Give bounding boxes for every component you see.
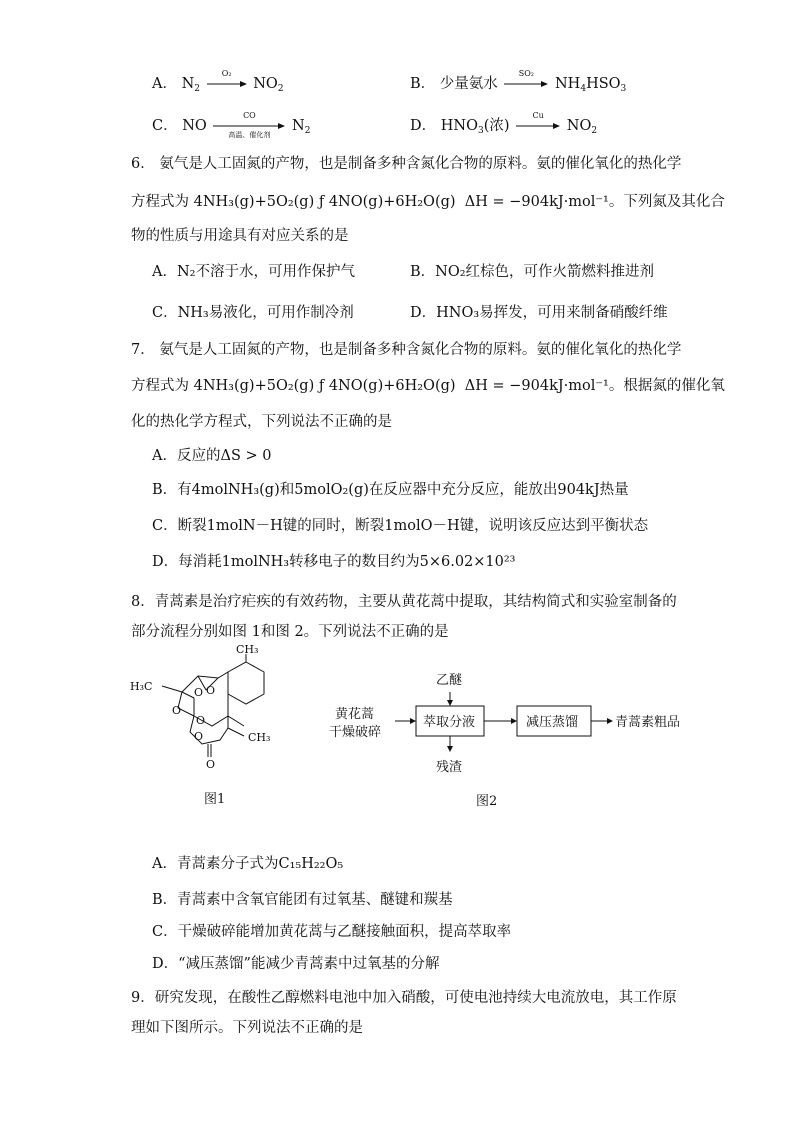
q6-option-d: D．HNO₃易挥发，可用来制备硝酸纤维 <box>410 305 668 321</box>
q6-option-c: C．NH₃易液化，可用作制冷剂 <box>152 305 354 321</box>
label-o3: O <box>172 704 182 717</box>
enthalpy-change: ΔH = −904kJ·mol⁻¹ <box>464 378 609 394</box>
q8-option-d: D．“减压蒸馏”能减少青蒿素中过氧基的分解 <box>152 956 440 972</box>
q9-line2: 理如下图所示。下列说法不正确的是 <box>131 1020 363 1036</box>
flow-top-reagent: 乙醚 <box>436 673 463 688</box>
label-ch3-top: CH₃ <box>236 644 259 656</box>
reaction-arrow: Cu <box>516 122 560 130</box>
extraction-flowchart <box>325 664 695 782</box>
q8-option-a: A．青蒿素分子式为C₁₅H₂₂O₅ <box>152 856 344 872</box>
q6-option-a: A．N₂不溶于水，可用作保护气 <box>152 264 355 280</box>
flow-box-distillation: 减压蒸馏 <box>526 715 579 730</box>
thermochemical-equation: 4NH₃(g)+5O₂(g) ƒ 4NO(g)+6H₂O(g) <box>193 194 456 210</box>
label-o1: O <box>194 686 204 699</box>
q6-line3: 物的性质与用途具有对应关系的是 <box>131 228 349 244</box>
q7-option-c: C．断裂1molN－H键的同时，断裂1molO－H键，说明该反应达到平衡状态 <box>152 518 649 534</box>
enthalpy-change: ΔH = −904kJ·mol⁻¹ <box>464 194 609 210</box>
flow-input-line2: 干燥破碎 <box>329 725 382 740</box>
q8-line2: 部分流程分别如图 1和图 2。下列说法不正确的是 <box>131 624 449 640</box>
label-o2: O <box>206 684 216 697</box>
label-o4: O <box>196 714 206 727</box>
fig1-caption: 图1 <box>204 792 226 807</box>
q6-line2: 方程式为 4NH₃(g)+5O₂(g) ƒ 4NO(g)+6H₂O(g) ΔH = −904kJ·mol⁻¹。下列氮及其化合 <box>131 194 725 210</box>
q5-option-d: D． $HNO_3$(浓) Cu $NO_2$ <box>410 111 598 136</box>
q6-option-b: B．NO₂红棕色，可作火箭燃料推进剂 <box>410 264 655 280</box>
q5-option-a: A． $N_2$ O₂ $NO_2$ <box>152 69 284 94</box>
flow-input-line1: 黄花蒿 <box>335 707 375 722</box>
flow-output: 青蒿素粗品 <box>615 715 681 730</box>
q7-option-b: B．有4molNH₃(g)和5molO₂(g)在反应器中充分反应，能放出904kJ热量 <box>152 482 629 498</box>
q7-line2: 方程式为 4NH₃(g)+5O₂(g) ƒ 4NO(g)+6H₂O(g) ΔH = −904kJ·mol⁻¹。根据氮的催化氧 <box>131 378 725 394</box>
q8-option-b: B．青蒿素中含氧官能团有过氧基、醚键和羰基 <box>152 892 453 908</box>
label-o5: O <box>194 730 204 743</box>
q8-line1: 8．青蒿素是治疗疟疾的有效药物，主要从黄花蒿中提取，其结构简式和实验室制备的 <box>131 594 677 610</box>
q9-line1: 9．研究发现，在酸性乙醇燃料电池中加入硝酸，可使电池持续大电流放电，其工作原 <box>131 990 677 1006</box>
q6-line1: 6． 氨气是人工固氮的产物，也是制备多种含氮化合物的原料。氨的催化氧化的热化学 <box>131 156 682 172</box>
label-h3c: H₃C <box>130 680 153 693</box>
q7-option-a: A．反应的ΔS > 0 <box>152 448 272 464</box>
fig2-caption: 图2 <box>476 794 498 809</box>
reaction-arrow: CO 高温、催化剂 <box>213 122 285 130</box>
q8-option-c: C．干燥破碎能增加黄花蒿与乙醚接触面积，提高萃取率 <box>152 924 512 940</box>
flow-residue: 残渣 <box>436 760 463 775</box>
flow-box-extraction: 萃取分液 <box>423 715 476 730</box>
thermochemical-equation: 4NH₃(g)+5O₂(g) ƒ 4NO(g)+6H₂O(g) <box>193 378 456 394</box>
q7-option-d: D．每消耗1molNH₃转移电子的数目约为5×6.02×10²³ <box>152 554 516 570</box>
label-ch3-right: CH₃ <box>248 731 271 744</box>
q5-option-c: C． NO CO 高温、催化剂 $N_2$ <box>152 111 311 139</box>
q5-option-b: B． 少量氨水 SO₂ $NH_4HSO_3$ <box>410 69 627 94</box>
q7-line1: 7． 氨气是人工固氮的产物，也是制备多种含氮化合物的原料。氨的催化氧化的热化学 <box>131 342 682 358</box>
reaction-arrow: O₂ <box>207 80 247 88</box>
q7-line3: 化的热化学方程式，下列说法不正确的是 <box>131 414 392 430</box>
label-o-carbonyl: O <box>206 758 216 771</box>
reaction-arrow: SO₂ <box>504 80 548 88</box>
artemisinin-structure <box>128 644 288 774</box>
